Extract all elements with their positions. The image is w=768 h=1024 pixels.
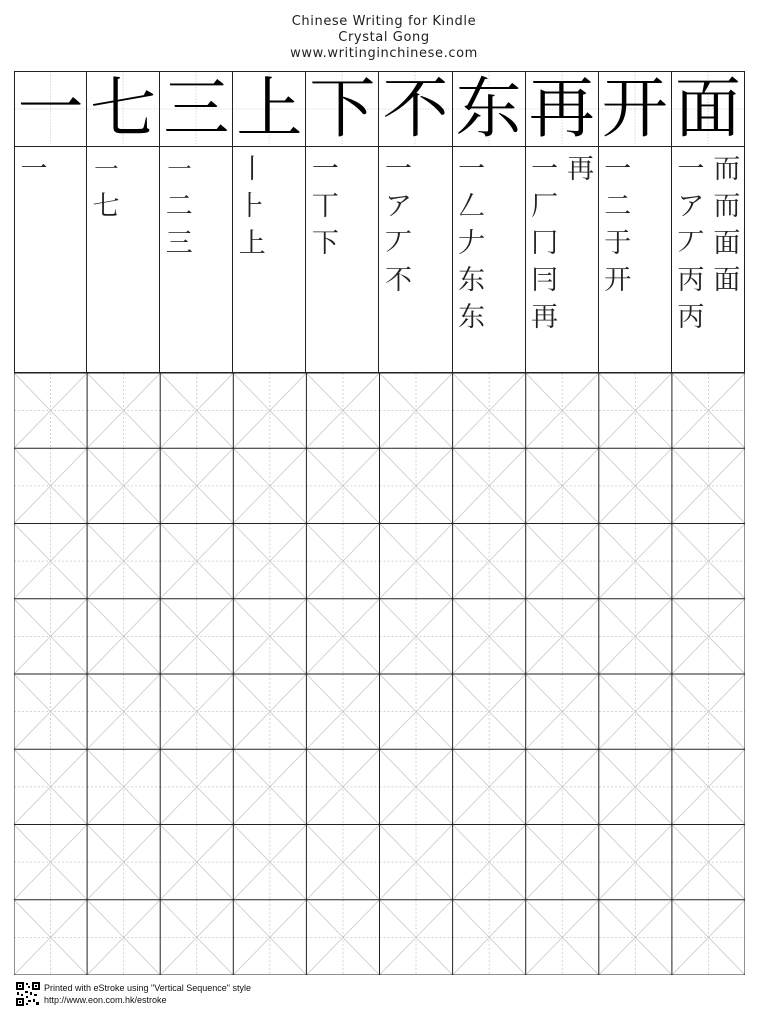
stroke-step: 不	[384, 265, 412, 296]
practice-cell[interactable]	[160, 448, 233, 523]
practice-cell[interactable]	[599, 599, 672, 674]
practice-cell[interactable]	[306, 900, 379, 975]
stroke-step: 二	[165, 191, 193, 222]
practice-cell[interactable]	[526, 373, 599, 448]
practice-cell[interactable]	[453, 674, 526, 749]
practice-cell[interactable]	[526, 825, 599, 900]
practice-cell[interactable]	[599, 373, 672, 448]
model-character-cell	[599, 71, 672, 147]
stroke-step: 而	[713, 191, 741, 222]
practice-cell[interactable]	[160, 900, 233, 975]
practice-cell[interactable]	[87, 900, 160, 975]
practice-cell[interactable]	[380, 900, 453, 975]
practice-cell[interactable]	[380, 599, 453, 674]
practice-cell[interactable]	[160, 825, 233, 900]
practice-cell[interactable]	[599, 900, 672, 975]
practice-cell[interactable]	[306, 825, 379, 900]
footer-link[interactable]: http://www.eon.com.hk/estroke	[44, 995, 167, 1005]
model-character: 开	[601, 70, 668, 147]
practice-cell[interactable]	[526, 448, 599, 523]
model-character: 东	[455, 70, 522, 147]
stroke-step: 一	[677, 154, 705, 185]
practice-cell[interactable]	[14, 599, 87, 674]
stroke-step: 一	[604, 154, 632, 185]
practice-grid	[14, 373, 745, 975]
practice-cell[interactable]	[14, 674, 87, 749]
stroke-step: 冂	[531, 228, 559, 259]
stroke-step: 𠃋	[458, 191, 486, 222]
stroke-step: 一	[20, 154, 48, 185]
stroke-step: 厂	[531, 191, 559, 222]
practice-cell[interactable]	[233, 373, 306, 448]
practice-cell[interactable]	[14, 524, 87, 599]
stroke-step: 丆	[677, 228, 705, 259]
practice-cell[interactable]	[233, 599, 306, 674]
model-character: 不	[382, 70, 449, 147]
practice-cell[interactable]	[453, 749, 526, 824]
practice-cell[interactable]	[380, 674, 453, 749]
practice-cell[interactable]	[599, 448, 672, 523]
stroke-step: ㇐	[92, 154, 120, 185]
stroke-step: 一	[531, 154, 559, 185]
practice-cell[interactable]	[233, 674, 306, 749]
practice-cell[interactable]	[160, 599, 233, 674]
practice-cell[interactable]	[672, 599, 745, 674]
practice-cell[interactable]	[160, 674, 233, 749]
model-character-cell	[233, 71, 306, 147]
model-character-row	[14, 71, 745, 147]
practice-cell[interactable]	[233, 749, 306, 824]
practice-cell[interactable]	[453, 373, 526, 448]
stroke-step: 丅	[311, 191, 339, 222]
stroke-step: 𠂇	[458, 228, 486, 259]
stroke-sequence-cell	[306, 147, 379, 373]
stroke-step: 丨	[238, 154, 266, 185]
worksheet	[14, 71, 745, 975]
practice-cell[interactable]	[87, 599, 160, 674]
model-character: 面	[674, 70, 741, 147]
stroke-sequence-cell	[526, 147, 599, 373]
stroke-step: 丙	[677, 265, 705, 296]
practice-cell[interactable]	[233, 825, 306, 900]
model-character-cell	[87, 71, 160, 147]
stroke-sequence-cell	[160, 147, 233, 373]
practice-cell[interactable]	[160, 373, 233, 448]
footer	[16, 982, 251, 1010]
model-character-cell	[160, 71, 233, 147]
stroke-step: 丙	[677, 302, 705, 333]
practice-cell[interactable]	[672, 825, 745, 900]
practice-cell[interactable]	[672, 749, 745, 824]
practice-cell[interactable]	[526, 674, 599, 749]
practice-cell[interactable]	[87, 448, 160, 523]
practice-cell[interactable]	[453, 599, 526, 674]
stroke-sequence-cell	[87, 147, 160, 373]
stroke-sequence-cell	[453, 147, 526, 373]
stroke-step: 面	[713, 265, 741, 296]
practice-cell[interactable]	[672, 373, 745, 448]
practice-cell[interactable]	[14, 825, 87, 900]
practice-cell[interactable]	[87, 373, 160, 448]
practice-cell[interactable]	[526, 599, 599, 674]
model-character: 三	[163, 70, 230, 147]
practice-cell[interactable]	[453, 900, 526, 975]
stroke-step: 面	[713, 228, 741, 259]
page-title: Chinese Writing for Kindle	[291, 14, 477, 29]
stroke-step: 再	[531, 302, 559, 333]
model-character-cell	[379, 71, 452, 147]
model-character: 一	[17, 70, 84, 147]
practice-cell[interactable]	[160, 524, 233, 599]
stroke-step: 开	[604, 265, 632, 296]
stroke-sequence-cell	[672, 147, 745, 373]
practice-cell[interactable]	[87, 674, 160, 749]
practice-cell[interactable]	[380, 524, 453, 599]
practice-cell[interactable]	[380, 749, 453, 824]
practice-cell[interactable]	[306, 674, 379, 749]
model-character: 下	[309, 70, 376, 147]
stroke-step: 二	[604, 191, 632, 222]
model-character: 上	[236, 70, 303, 147]
stroke-step: 一	[311, 154, 339, 185]
practice-cell[interactable]	[380, 373, 453, 448]
practice-cell[interactable]	[526, 749, 599, 824]
model-character: 再	[528, 70, 595, 147]
practice-cell[interactable]	[380, 448, 453, 523]
practice-cell[interactable]	[672, 524, 745, 599]
qr-code-icon	[16, 982, 40, 1006]
practice-cell[interactable]	[672, 674, 745, 749]
model-character-cell	[14, 71, 87, 147]
practice-cell[interactable]	[306, 448, 379, 523]
practice-cell[interactable]	[453, 825, 526, 900]
stroke-step: 而	[713, 154, 741, 185]
practice-cell[interactable]	[14, 373, 87, 448]
stroke-step: ⺊	[238, 191, 266, 222]
stroke-step: 下	[311, 228, 339, 259]
practice-cell[interactable]	[599, 524, 672, 599]
stroke-step: ア	[384, 191, 412, 222]
model-character: 七	[90, 70, 157, 147]
stroke-step: 于	[604, 228, 632, 259]
stroke-step: 上	[238, 228, 266, 259]
stroke-sequence-cell	[14, 147, 87, 373]
stroke-step: 东	[458, 302, 486, 333]
practice-cell[interactable]	[87, 524, 160, 599]
practice-cell[interactable]	[599, 674, 672, 749]
practice-cell[interactable]	[453, 524, 526, 599]
website-url: www.writinginchinese.com	[290, 46, 478, 61]
stroke-step: 一	[384, 154, 412, 185]
stroke-sequence-cell	[599, 147, 672, 373]
practice-cell[interactable]	[599, 749, 672, 824]
stroke-sequence-cell	[233, 147, 306, 373]
stroke-step: ア	[677, 191, 705, 222]
stroke-step: 三	[165, 228, 193, 259]
model-character-cell	[453, 71, 526, 147]
practice-cell[interactable]	[14, 448, 87, 523]
practice-cell[interactable]	[14, 749, 87, 824]
model-character-cell	[526, 71, 599, 147]
practice-cell[interactable]	[672, 448, 745, 523]
practice-cell[interactable]	[453, 448, 526, 523]
stroke-step: ㇐	[165, 154, 193, 185]
stroke-sequence-cell	[379, 147, 452, 373]
stroke-sequence-row	[14, 147, 745, 373]
practice-cell[interactable]	[380, 825, 453, 900]
model-character-cell	[306, 71, 379, 147]
stroke-step: 冃	[531, 265, 559, 296]
practice-cell[interactable]	[599, 825, 672, 900]
practice-cell[interactable]	[160, 749, 233, 824]
practice-cell[interactable]	[306, 599, 379, 674]
practice-cell[interactable]	[14, 900, 87, 975]
stroke-step: 七	[92, 191, 120, 222]
page-header	[0, 14, 768, 62]
stroke-step: 东	[458, 265, 486, 296]
practice-cell[interactable]	[233, 524, 306, 599]
practice-cell[interactable]	[87, 749, 160, 824]
practice-cell[interactable]	[672, 900, 745, 975]
model-character-cell	[672, 71, 745, 147]
practice-cell[interactable]	[233, 900, 306, 975]
practice-cell[interactable]	[306, 749, 379, 824]
author-name: Crystal Gong	[338, 30, 430, 45]
practice-cell[interactable]	[306, 524, 379, 599]
footer-credit: Printed with eStroke using "Vertical Sequence" style	[44, 983, 251, 993]
practice-cell[interactable]	[306, 373, 379, 448]
stroke-step: 再	[567, 154, 595, 185]
practice-cell[interactable]	[526, 900, 599, 975]
stroke-step: 一	[458, 154, 486, 185]
practice-cell[interactable]	[87, 825, 160, 900]
practice-cell[interactable]	[526, 524, 599, 599]
stroke-step: 丆	[384, 228, 412, 259]
practice-cell[interactable]	[233, 448, 306, 523]
